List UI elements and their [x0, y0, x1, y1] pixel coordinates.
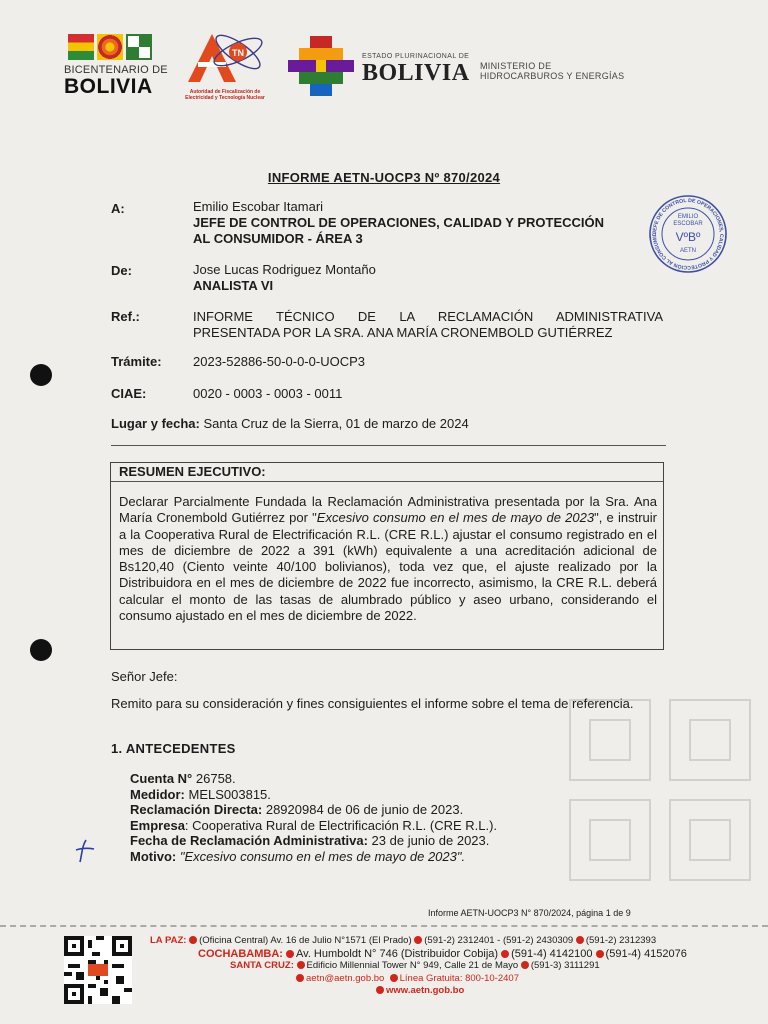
ministerio-line1: MINISTERIO DE [480, 61, 552, 71]
from-name: Jose Lucas Rodriguez Montaño [193, 262, 376, 277]
phone-icon [390, 974, 398, 982]
estado-bolivia-text: BOLIVIA [362, 60, 470, 86]
fact-cuenta: Cuenta N° 26758. [130, 771, 236, 786]
from-role: ANALISTA VI [193, 278, 274, 293]
web-icon [376, 986, 384, 994]
ref-block [193, 309, 663, 341]
bicentenario-logo [64, 34, 168, 102]
summary-heading: RESUMEN EJECUTIVO: [119, 464, 266, 479]
fact-reclamacion-directa: Reclamación Directa: 28920984 de 06 de junio de 2023. [130, 802, 464, 817]
wiphala-chakana-icon [288, 36, 354, 96]
linea-gratuita: Línea Gratuita: 800-10-2407 [399, 972, 519, 984]
footer-cochabamba: COCHABAMBA: Av. Humboldt N° 746 (Distribuidor Cobija) (591-4) 4142100 (591-4) 4152076 [198, 947, 687, 960]
estado-small-text: ESTADO PLURINACIONAL DE [362, 53, 470, 60]
phone-icon [521, 961, 529, 969]
section-antecedentes-heading: 1. ANTECEDENTES [111, 741, 236, 756]
to-name: Emilio Escobar Itamari [193, 199, 324, 214]
location-icon [286, 950, 294, 958]
bicentenario-emblem-icon [68, 34, 168, 60]
greeting: Señor Jefe: [111, 669, 178, 684]
from-block [193, 262, 376, 294]
from-label: De: [111, 263, 132, 278]
handwritten-initial [72, 838, 98, 864]
summary-text-part1: Declarar Parcialmente Fundada la Reclamación Administrativa presentada por la Sra. Ana María Cronembold Gutiérrez por " [119, 494, 657, 526]
stamp-name-line2: ESCOBAR [673, 221, 703, 227]
aetn-logo [182, 32, 268, 102]
summary-text-italic: Excesivo consumo en el mes de mayo de 2023 [316, 510, 595, 526]
stamp-ring-text: JEFE DE CONTROL DE OPERACIONES, CALIDAD Y PROTECCIÓN AL CONSUMID [651, 197, 725, 271]
phone-icon [501, 950, 509, 958]
phone-icon [596, 950, 604, 958]
executive-summary-box [110, 462, 664, 650]
aetn-tagline: Autoridad de Fiscalización de Electricidad y Tecnología Nuclear [185, 89, 265, 101]
to-role-line2: AL CONSUMIDOR - ÁREA 3 [193, 231, 363, 246]
ciae-value: 0020 - 0003 - 0003 - 0011 [193, 386, 343, 401]
page-number: Informe AETN-UOCP3 N° 870/2024, página 1 de 9 [428, 908, 631, 918]
approval-stamp [648, 194, 728, 274]
email-link[interactable]: aetn@aetn.gob.bo [306, 972, 385, 984]
to-block [193, 199, 604, 247]
fact-medidor: Medidor: MELS003815. [130, 786, 271, 802]
qr-code-icon[interactable] [64, 936, 132, 1004]
ciae-label: CIAE: [111, 386, 147, 401]
tramite-label: Trámite: [111, 354, 162, 369]
lugar-label: Lugar y fecha: [111, 416, 200, 431]
lugar-fecha [111, 416, 469, 431]
stamp-vobo: VºBº [675, 230, 701, 244]
fact-motivo: Motivo: "Excesivo consumo en el mes de mayo de 2023". [130, 848, 466, 864]
document-title: INFORME AETN-UOCP3 Nº 870/2024 [267, 170, 501, 185]
footer-email-line [150, 973, 750, 986]
footer-santacruz: SANTA CRUZ: Edificio Millennial Tower N° 949, Calle 21 de Mayo (591-3) 3111291 [230, 960, 600, 971]
fact-empresa: Empresa: Cooperativa Rural de Electrificación R.L. (CRE R.L.). [130, 817, 498, 833]
ref-line2: PRESENTADA POR LA SRA. ANA MARÍA CRONEMBOLD GUTIÉRREZ [193, 325, 613, 340]
phone-icon [414, 936, 422, 944]
fact-fecha-reclamacion: Fecha de Reclamación Administrativa: 23 de junio de 2023. [130, 833, 490, 848]
bicentenario-line2: BOLIVIA [64, 75, 153, 98]
ref-label: Ref.: [111, 309, 140, 324]
lugar-value: Santa Cruz de la Sierra, 01 de marzo de 2024 [203, 416, 469, 431]
ministerio-line2: HIDROCARBUROS Y ENERGÍAS [480, 71, 625, 81]
stamp-org: AETN [679, 248, 697, 254]
to-label: A: [111, 201, 125, 216]
estado-plurinacional-logo [288, 36, 628, 96]
fax-icon [576, 936, 584, 944]
summary-heading-divider [111, 481, 663, 482]
summary-text [119, 494, 657, 624]
aetn-atom-icon [182, 32, 268, 84]
location-icon [297, 961, 305, 969]
bicentenario-line1: BICENTENARIO DE [64, 64, 168, 76]
intro-paragraph: Remito para su consideración y fines consiguientes el informe sobre el tema de referencia. [111, 696, 634, 711]
summary-text-part2: ", e instruir a la Cooperativa Rural de Electrificación R.L. (CRE R.L.) ajustar el consumo registrado en el mes de diciembre de 2022 a 391 (kWh) equivalente a una acreditación adicional de Bs120,40 (Ciento veinte 40/100 bolivianos), toda vez que, el ajuste realizado por la Distribuidora en el mes de diciembre de 2022 fue incorrecto, asimismo, la CRE R.L. deberá calcular el monto de las tasas de alumbrado público y aseo urbano, considerando el consumo ajustado en el mes de diciembre de 2022. [119, 510, 657, 624]
footer-web-line [150, 985, 750, 998]
footer-contacts [150, 935, 750, 998]
email-icon [296, 974, 304, 982]
footer-lapaz: LA PAZ: (Oficina Central) Av. 16 de Julio N°1571 (El Prado) (591-2) 2312401 - (591-2) 2430309 (591-2) 2312393 [150, 935, 657, 946]
tramite-value: 2023-52886-50-0-0-0-UOCP3 [193, 354, 365, 369]
facts-list [130, 771, 497, 864]
header-divider [111, 445, 666, 446]
background-pattern [560, 690, 768, 930]
footer-separator [0, 925, 768, 927]
ref-line1: INFORME TÉCNICO DE LA RECLAMACIÓN ADMINISTRATIVA [193, 309, 663, 324]
to-role-line1: JEFE DE CONTROL DE OPERACIONES, CALIDAD Y PROTECCIÓN [193, 215, 604, 230]
punch-hole-top [30, 364, 52, 386]
punch-hole-bottom [30, 639, 52, 661]
website-link[interactable]: www.aetn.gob.bo [386, 985, 465, 996]
stamp-name-line1: EMILIO [677, 214, 699, 220]
svg-text:TN: TN [232, 48, 244, 58]
location-icon [189, 936, 197, 944]
ministerio-text [480, 61, 624, 81]
